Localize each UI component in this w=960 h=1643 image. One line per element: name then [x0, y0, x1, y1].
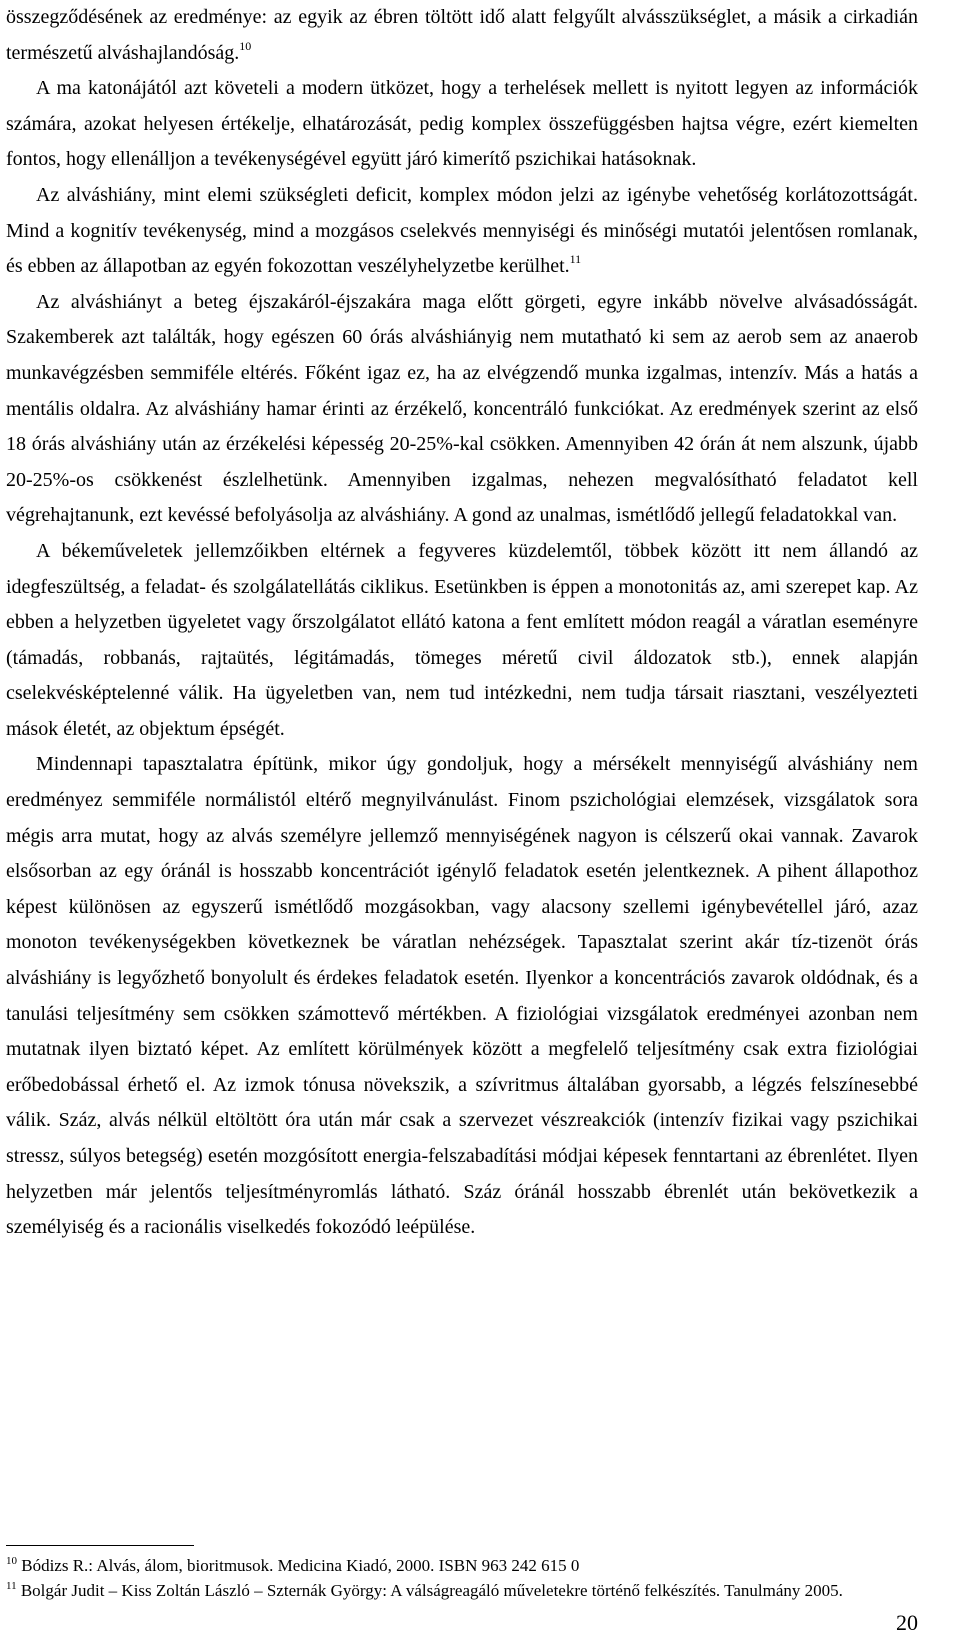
footnote-ref[interactable]: 11 [569, 252, 582, 267]
paragraph-text: Az alváshiány, mint elemi szükségleti deficit, komplex módon jelzi az igénybe vehetőség korlátozottságát. Mind a kognitív tevékenység, mind a mozgásos cselekvés mennyiségi és minőségi mutatói jelentősen romlanak, és ebben az állapotban az egyén fokozottan veszélyhelyzetbe kerülhet. [6, 183, 918, 278]
footnote-separator [6, 1545, 194, 1546]
paragraph-text: Mindennapi tapasztalatra építünk, mikor úgy gondoljuk, hogy a mérsékelt mennyiségű alváshiány nem eredményez semmiféle normálistól eltérő megnyilvánulást. Finom pszichológiai elemzések, vizsgálatok sora mégis arra mutat, hogy az alvás személyre jellemző mennyiségének nagyon is célszerű okai vannak. Zavarok elsősorban az egy óránál is hosszabb koncentrációt igénylő feladatok esetén jelentkeznek. A pihent állapothoz képest különösen az egyszerű ismétlődő mozgásokban, vagy alacsony szellemi igénybevétellel járó, azaz monoton tevékenységekben következnek be váratlan nehézségek. Tapasztalat szerint akár tíz-tizenöt órás alváshiány is legyőzhető bonyolult és érdekes feladatok esetén. Ilyenkor a koncentrációs zavarok oldódnak, és a tanulási teljesítmény sem csökken számottevő mértékben. A fiziológiai vizsgálatok eredményei azonban nem mutatnak ilyen biztató képet. Az említett körülmények között a megfelelő teljesítmény csak extra fiziológiai erőbedobással érhető el. Az izmok tónusa növekszik, a szívritmus általában gyorsabb, a légzés felszínesebbé válik. Száz, alvás nélkül eltöltött óra után már csak a szervezet vészreakciók (intenzív fizikai vagy pszichikai stressz, súlyos betegség) esetén mozgósított energia-felszabadítási módjai képesek fenntartani az ébrenlétet. Ilyen helyzetben már jelentős teljesítményromlás látható. Száz óránál hosszabb ébrenlét után bekövetkezik a személyiség és a racionális viselkedés fokozódó leépülése. [6, 753, 918, 1239]
page-number: 20 [896, 1610, 918, 1635]
footnote [6, 1553, 918, 1578]
footnote-text: Bódizs R.: Alvás, álom, bioritmusok. Medicina Kiadó, 2000. ISBN 963 242 615 0 [21, 1556, 580, 1575]
footnote-number: 10 [6, 1555, 17, 1567]
footnote-number: 11 [6, 1580, 17, 1592]
document-body [6, 0, 918, 1246]
footnote-text: Bolgár Judit – Kiss Zoltán László – Szternák György: A válságreagáló műveletekre történő felkészítés. Tanulmány 2005. [20, 1581, 843, 1600]
footnote [6, 1578, 918, 1603]
paragraph [6, 285, 918, 534]
footnote-ref[interactable]: 10 [239, 38, 252, 53]
footnotes [6, 1553, 918, 1603]
paragraph [6, 0, 918, 71]
paragraph-text: A ma katonájától azt követeli a modern ütközet, hogy a terhelések mellett is nyitott legyen az információk számára, azokat helyesen értékelje, elhatározását, pedig komplex összefüggésben hajtsa végre, ezért kiemelten fontos, hogy ellenálljon a tevékenységével együtt járó kimerítő pszichikai hatásoknak. [6, 77, 918, 171]
paragraph [6, 747, 918, 1245]
paragraph-text: összegződésének az eredménye: az egyik az ébren töltött idő alatt felgyűlt alvásszükséglet, a másik a cirkadián természetű alváshajlandóság. [6, 6, 918, 64]
paragraph [6, 71, 918, 178]
paragraph-text: Az alváshiányt a beteg éjszakáról-éjszakára maga előtt görgeti, egyre inkább növelve alvásadósságát. Szakemberek azt találták, hogy egészen 60 órás alváshiányig nem mutatható ki sem az aerob sem az anaerob munkavégzésben semmiféle eltérés. Főként igaz ez, ha az elvégzendő munka izgalmas, intenzív. Más a hatás a mentális oldalra. Az alváshiány hamar érinti az érzékelő, koncentráló funkciókat. Az eredmények szerint az első 18 órás alváshiány után az érzékelési képesség 20-25%-kal csökken. Amennyiben 42 órán át nem alszunk, újabb 20-25%-os csökkenést észlelhetünk. Amennyiben izgalmas, nehezen megvalósítható feladatot kell végrehajtanunk, ezt kevéssé befolyásolja az alváshiány. A gond az unalmas, ismétlődő jellegű feladatokkal van. [6, 290, 918, 527]
paragraph [6, 534, 918, 748]
paragraph-text: A békeműveletek jellemzőikben eltérnek a fegyveres küzdelemtől, többek között itt nem állandó az idegfeszültség, a feladat- és szolgálatellátás ciklikus. Esetünkben is éppen a monotonitás az, ami szerepet kap. Az ebben a helyzetben ügyeletet vagy őrszolgálatot ellátó katona a fent említett módon reagál a váratlan eseményre (támadás, robbanás, rajtaütés, légitámadás, tömeges méretű civil áldozatok stb.), ennek alapján cselekvésképtelenné válik. Ha ügyeletben van, nem tud intézkedni, nem tudja társait riasztani, veszélyezteti mások életét, az objektum épségét. [6, 539, 918, 740]
paragraph [6, 178, 918, 285]
